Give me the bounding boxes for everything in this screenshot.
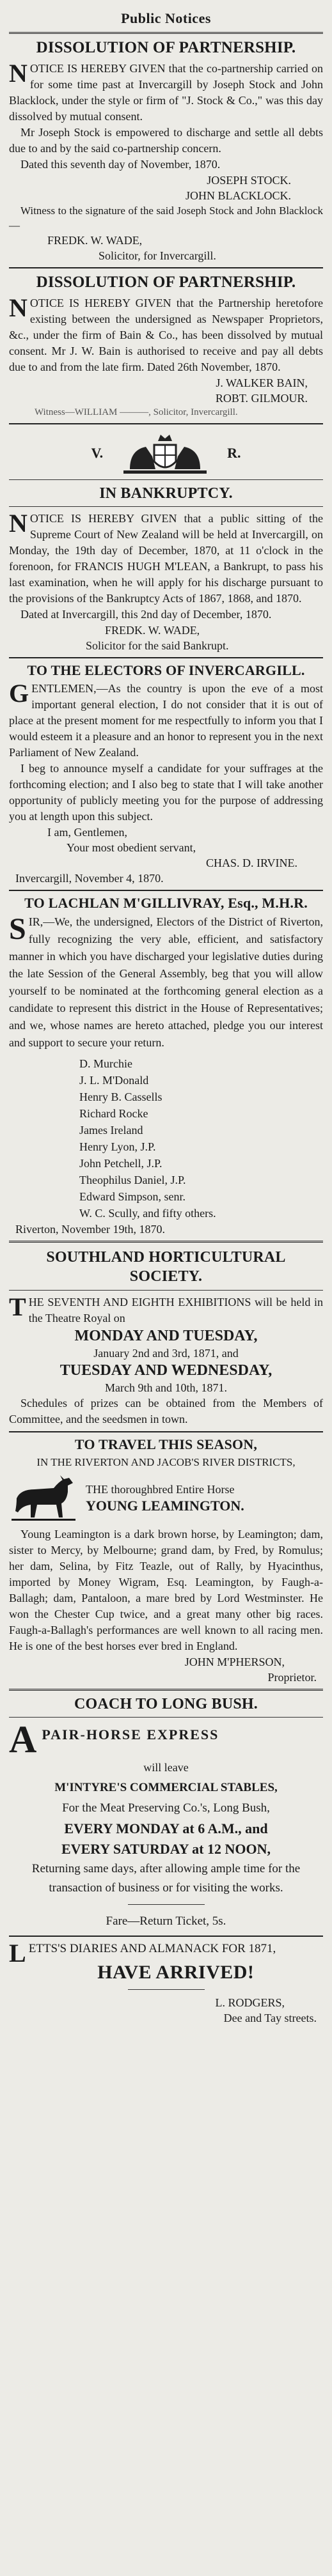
witness-line: Witness to the signature of the said Joseph Stock and John Blacklock— bbox=[9, 205, 323, 231]
drop-cap: N bbox=[9, 293, 28, 322]
notice-body: Mr Joseph Stock is empowered to discharge and settle all debts due to and by the said co-partnership concern. bbox=[9, 126, 323, 155]
exhibition-days: TUESDAY AND WEDNESDAY, bbox=[59, 1362, 273, 1379]
notice-dissolution-stock bbox=[9, 39, 323, 263]
divider bbox=[9, 657, 323, 658]
divider bbox=[9, 890, 323, 891]
closing: Your most obedient servant, bbox=[67, 841, 196, 854]
divider bbox=[9, 423, 323, 424]
signatory: W. C. Scully, and fifty others. bbox=[79, 1207, 216, 1220]
notice-body: Schedules of prizes can be obtained from the Members of Committee, and the seedsmen in town. bbox=[9, 1397, 323, 1425]
notice-heading: COACH TO LONG BUSH. bbox=[74, 1696, 258, 1712]
notice-subheading: IN THE RIVERTON AND JACOB'S RIVER DISTRICTS, bbox=[36, 1456, 296, 1468]
notice-heading: DISSOLUTION OF PARTNERSHIP. bbox=[36, 39, 296, 56]
coach-line: EVERY MONDAY at 6 A.M., and bbox=[64, 1820, 268, 1836]
drop-cap: S bbox=[9, 912, 26, 946]
notice-body: NOTICE IS HEREBY GIVEN that the co-partnership carried on for some time past at Invercargill by Joseph Stock and John Blacklock, under the style or firm of "J. Stock & Co.," was this day dissolved by mutual consent. bbox=[9, 59, 323, 123]
notice-body: SIR,—We, the undersigned, Electors of the District of Riverton, fully recognizing the very able, efficient, and satisfactory manner in which you have discharged your legislative duties during the late Session of the General Assembly, beg that you will allow yourself to be nominated at the forthcoming general election as a candidate to represent this district in the House of Representatives; and we, whose names are hereto attached, pledge you our interest and support to secure your return. bbox=[9, 912, 323, 1049]
divider bbox=[128, 1989, 205, 1990]
notice-date: Dated at Invercargill, this 2nd day of December, 1870. bbox=[20, 608, 272, 621]
section-masthead: Public Notices bbox=[121, 10, 211, 26]
signatory: Henry Lyon, J.P. bbox=[79, 1140, 156, 1153]
notice-heading: TO LACHLAN M'GILLIVRAY, Esq., M.H.R. bbox=[24, 895, 308, 911]
witness-name: FREDK. W. WADE, bbox=[47, 234, 143, 247]
notice-date: Dated this seventh day of November, 1870. bbox=[20, 158, 221, 171]
signatory: Theophilus Daniel, J.P. bbox=[79, 1174, 186, 1186]
notice-electors-invercargill bbox=[9, 663, 323, 886]
signature-title: Proprietor. bbox=[267, 1671, 317, 1684]
divider bbox=[9, 479, 323, 480]
coach-line: will leave bbox=[143, 1761, 189, 1774]
signature: ROBT. GILMOUR. bbox=[215, 392, 308, 405]
signature: JOHN M'PHERSON, bbox=[184, 1656, 285, 1668]
exhibition-dates: January 2nd and 3rd, 1871, and bbox=[93, 1347, 239, 1360]
notice-body: I beg to announce myself a candidate for your suffrages at the forthcoming election; and I also beg to state that I will take another opportunity of publicly meeting you for the purpose of addressing you at length upon this subject. bbox=[9, 762, 323, 823]
signature-title: Solicitor for the said Bankrupt. bbox=[86, 639, 229, 652]
notice-body: GENTLEMEN,—As the country is upon the eve of a most important general election, I do not consider that it is out of place at the present moment for me respectfully to inform you that I would esteem it a pleasure and an honor to represent you in the next Parliament of New Zealand. bbox=[9, 679, 323, 759]
notice-dissolution-bain bbox=[9, 274, 323, 419]
notice-young-leamington bbox=[9, 1438, 323, 1685]
notice-body: NOTICE IS HEREBY GIVEN that the Partnership heretofore existing between the undersigned as Newspaper Proprietors, &c., under the firm of Bain & Co., has been dissolved by mutual consent. Mr J. W. Bain is authorised to receive and pay all debts due to and from the late firm. Dated 26th November, 1870. bbox=[9, 293, 323, 373]
signatory: John Petchell, J.P. bbox=[79, 1157, 162, 1170]
drop-cap: N bbox=[9, 509, 28, 538]
notice-heading: IN BANKRUPTCY. bbox=[99, 485, 233, 502]
express-title: PAIR-HORSE EXPRESS bbox=[42, 1726, 219, 1742]
coach-fare: Fare—Return Ticket, 5s. bbox=[106, 1914, 226, 1928]
witness-line: Witness—WILLIAM ———, Solicitor, Invercargill. bbox=[35, 407, 238, 417]
notice-horticultural-society bbox=[9, 1248, 323, 1427]
notice-heading: DISSOLUTION OF PARTNERSHIP. bbox=[36, 274, 296, 291]
drop-cap: T bbox=[9, 1292, 26, 1321]
signature: J. WALKER BAIN, bbox=[216, 376, 308, 389]
exhibition-dates: March 9th and 10th, 1871. bbox=[105, 1381, 227, 1394]
royal-coat-of-arms-icon bbox=[117, 431, 213, 476]
signature: L. RODGERS, bbox=[215, 1996, 285, 2009]
divider bbox=[9, 1936, 323, 1937]
signatory: Henry B. Cassells bbox=[79, 1090, 162, 1103]
express-heading bbox=[9, 1718, 323, 1760]
signatories-list bbox=[9, 1055, 323, 1222]
notice-coach-long-bush bbox=[9, 1696, 323, 1932]
crest-letter-r: R. bbox=[227, 445, 241, 461]
notice-heading: TO TRAVEL THIS SEASON, bbox=[74, 1436, 258, 1452]
notice-body: THE SEVENTH AND EIGHTH EXHIBITIONS will be held in the Theatre Royal on bbox=[9, 1292, 323, 1324]
signatory: Richard Rocke bbox=[79, 1107, 148, 1120]
divider bbox=[9, 1689, 323, 1691]
drop-cap: G bbox=[9, 679, 29, 708]
divider bbox=[9, 1290, 323, 1291]
coach-line: M'INTYRE'S COMMERCIAL STABLES, bbox=[54, 1781, 278, 1794]
coach-line: EVERY SATURDAY at 12 NOON, bbox=[61, 1841, 271, 1857]
signatory: Edward Simpson, senr. bbox=[79, 1190, 186, 1203]
horse-name: YOUNG LEAMINGTON. bbox=[86, 1498, 244, 1514]
horse-block bbox=[9, 1473, 323, 1524]
notice-body: NOTICE IS HEREBY GIVEN that a public sitting of the Supreme Court of New Zealand will be held at Invercargill, on Monday, the 19th day of December, 1870, at 11 o'clock in the forenoon, for FRANCIS HUGH M'LEAN, a Bankrupt, to pass his last examination, when he will apply for his discharge pursuant to the provisions of the Bankruptcy Acts of 1867, 1868, and 1870. bbox=[9, 509, 323, 605]
exhibition-days: MONDAY AND TUESDAY, bbox=[74, 1328, 258, 1344]
signature: JOSEPH STOCK. bbox=[207, 174, 291, 187]
witness-title: Solicitor, for Invercargill. bbox=[99, 249, 216, 262]
divider bbox=[9, 1241, 323, 1243]
notice-heading: SOUTHLAND HORTICULTURAL SOCIETY. bbox=[46, 1249, 286, 1285]
notice-mgillivray-requisition bbox=[9, 896, 323, 1237]
drop-cap: A bbox=[9, 1718, 37, 1760]
notice-letts-diaries bbox=[9, 1941, 323, 2026]
signatory: D. Murchie bbox=[79, 1057, 132, 1070]
horse-heading bbox=[86, 1482, 244, 1515]
notice-body: LETTS'S DIARIES AND ALMANACK FOR 1871, bbox=[9, 1939, 276, 1967]
horse-icon bbox=[9, 1473, 79, 1524]
closing: I am, Gentlemen, bbox=[47, 826, 127, 839]
divider bbox=[9, 506, 323, 507]
drop-cap: N bbox=[9, 59, 28, 88]
signature: FREDK. W. WADE, bbox=[105, 624, 200, 637]
address: Dee and Tay streets. bbox=[223, 2012, 317, 2024]
signature: CHAS. D. IRVINE. bbox=[205, 857, 297, 869]
crest-letter-v: V. bbox=[91, 445, 104, 461]
notice-date: Invercargill, November 4, 1870. bbox=[15, 872, 164, 885]
notice-bankruptcy bbox=[9, 431, 323, 653]
coach-body: Returning same days, after allowing ample time for the transaction of business or for visiting the works. bbox=[31, 1862, 301, 1895]
divider bbox=[9, 1717, 323, 1718]
divider bbox=[128, 1904, 205, 1905]
royal-crest bbox=[9, 431, 323, 476]
notice-body: Young Leamington is a dark brown horse, by Leamington; dam, sister to Mercy, by Melbourne; grand dam, by Fred, by Romulus; her dam, Selina, by Fitz Teazle, out of Rally, by Hyacinthus, imported by Money Wigram, Esq. Leamington, by Faugh-a-Ballagh; dam, Pantaloon, a mare bred by Lord Westminster. He won the Chester Cup twice, and a great many other big races. Faugh-a-Ballagh's performances are well known to all racing men. He is one of the best horses ever bred in England. bbox=[9, 1528, 323, 1652]
arrival-banner: HAVE ARRIVED! bbox=[97, 1962, 255, 1983]
coach-line: For the Meat Preserving Co.'s, Long Bush, bbox=[62, 1801, 270, 1815]
horse-intro: THE thoroughbred Entire Horse bbox=[86, 1483, 235, 1496]
signatory: James Ireland bbox=[79, 1124, 143, 1137]
notice-date: Riverton, November 19th, 1870. bbox=[15, 1223, 165, 1236]
divider bbox=[9, 267, 323, 268]
notice-heading: TO THE ELECTORS OF INVERCARGILL. bbox=[27, 662, 305, 678]
drop-cap: L bbox=[9, 1939, 26, 1967]
signature: JOHN BLACKLOCK. bbox=[185, 189, 291, 202]
divider bbox=[9, 32, 323, 34]
signatory: J. L. M'Donald bbox=[79, 1074, 149, 1087]
divider bbox=[9, 1431, 323, 1432]
